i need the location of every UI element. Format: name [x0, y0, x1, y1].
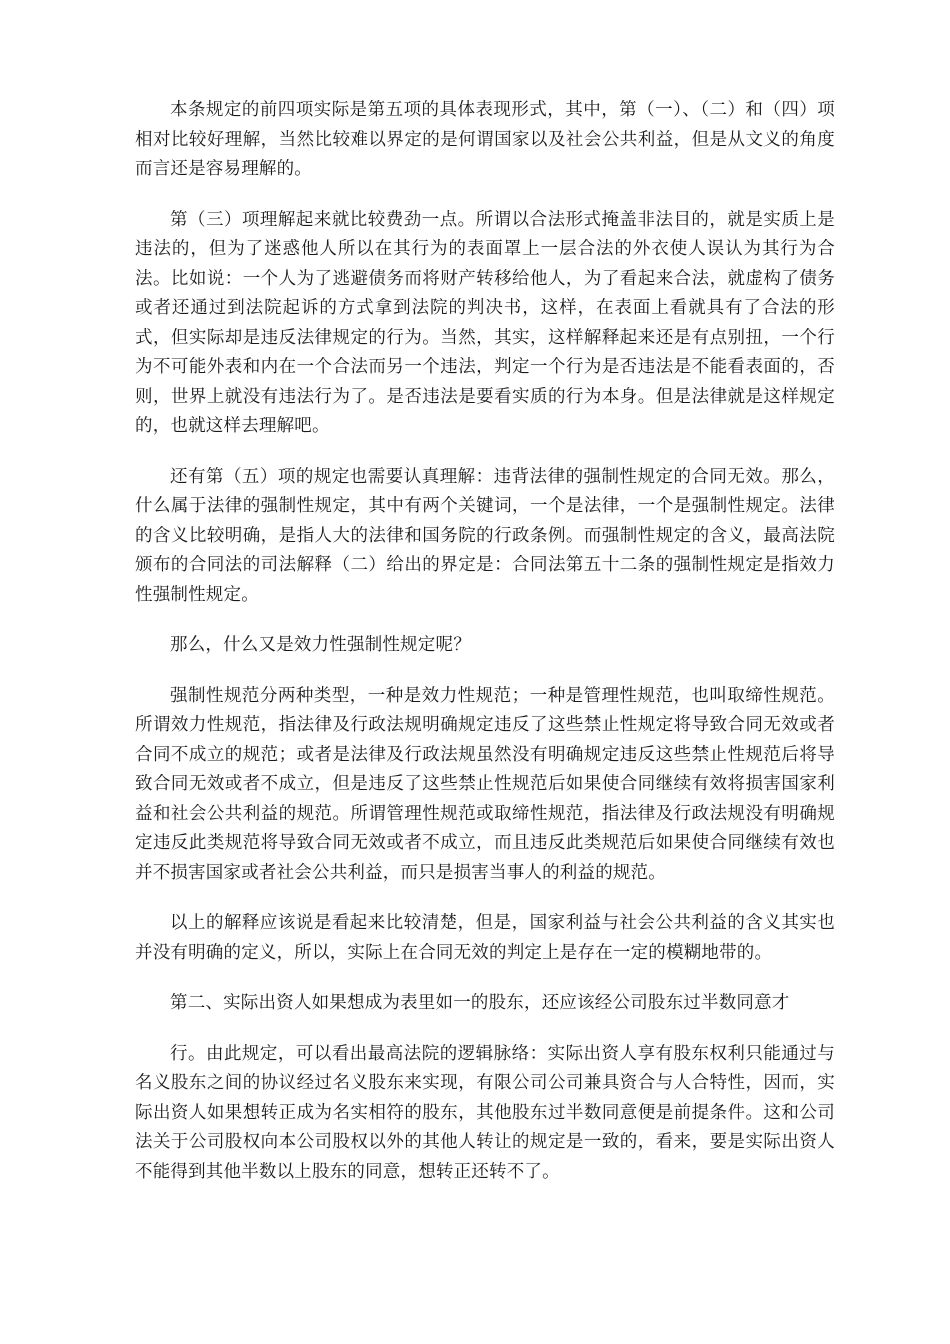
paragraph-1: 本条规定的前四项实际是第五项的具体表现形式，其中，第（一）、（二）和（四）项相对比较好理解，当然比较难以界定的是何谓国家以及社会公共利益，但是从文义的角度而言还是容易理解的。 — [135, 100, 835, 179]
paragraph-3: 还有第（五）项的规定也需要认真理解：违背法律的强制性规定的合同无效。那么，什么属于法律的强制性规定，其中有两个关键词，一个是法律，一个是强制性规定。法律的含义比较明确，是指人大的法律和国务院的行政条例。而强制性规定的含义，最高法院颁布的合同法的司法解释（二）给出的界定是：合同法第五十二条的强制性规定是指效力性强制性规定。 — [135, 466, 835, 605]
document-page — [135, 96, 835, 1208]
paragraph-2: 第（三）项理解起来就比较费劲一点。所谓以合法形式掩盖非法目的，就是实质上是违法的，但为了迷惑他人所以在其行为的表面罩上一层合法的外衣使人误认为其行为合法。比如说：一个人为了逃避债务而将财产转移给他人，为了看起来合法，就虚构了债务或者还通过到法院起诉的方式拿到法院的判决书，这样，在表面上看就具有了合法的形式，但实际却是违反法律规定的行为。当然，其实，这样解释起来还是有点别扭，一个行为不可能外表和内在一个合法而另一个违法，判定一个行为是否违法是不能看表面的，否则，世界上就没有违法行为了。是否违法是要看实质的行为本身。但是法律就是这样规定的，也就这样去理解吧。 — [135, 209, 835, 436]
paragraph-6: 以上的解释应该说是看起来比较清楚，但是，国家利益与社会公共利益的含义其实也并没有明确的定义，所以，实际上在合同无效的判定上是存在一定的模糊地带的。 — [135, 913, 835, 963]
paragraph-7: 第二、实际出资人如果想成为表里如一的股东，还应该经公司股东过半数同意才 — [170, 993, 790, 1013]
paragraph-8: 行。由此规定，可以看出最高法院的逻辑脉络：实际出资人享有股东权利只能通过与名义股东之间的协议经过名义股东来实现，有限公司公司兼具资合与人合特性，因而，实际出资人如果想转正成为名实相符的股东，其他股东过半数同意便是前提条件。这和公司法关于公司股权向本公司股权以外的其他人转让的规定是一致的，看来，要是实际出资人不能得到其他半数以上股东的同意，想转正还转不了。 — [135, 1043, 835, 1182]
paragraph-5: 强制性规范分两种类型，一种是效力性规范；一种是管理性规范，也叫取缔性规范。所谓效力性规范，指法律及行政法规明确规定违反了这些禁止性规定将导致合同无效或者合同不成立的规范；或者是法律及行政法规虽然没有明确规定违反这些禁止性规范后将导致合同无效或者不成立，但是违反了这些禁止性规范后如果使合同继续有效将损害国家利益和社会公共利益的规范。所谓管理性规范或取缔性规范，指法律及行政法规没有明确规定违反此类规范将导致合同无效或者不成立，而且违反此类规范后如果使合同继续有效也并不损害国家或者社会公共利益，而只是损害当事人的利益的规范。 — [135, 685, 835, 883]
paragraph-4: 那么，什么又是效力性强制性规定呢？ — [170, 635, 471, 655]
